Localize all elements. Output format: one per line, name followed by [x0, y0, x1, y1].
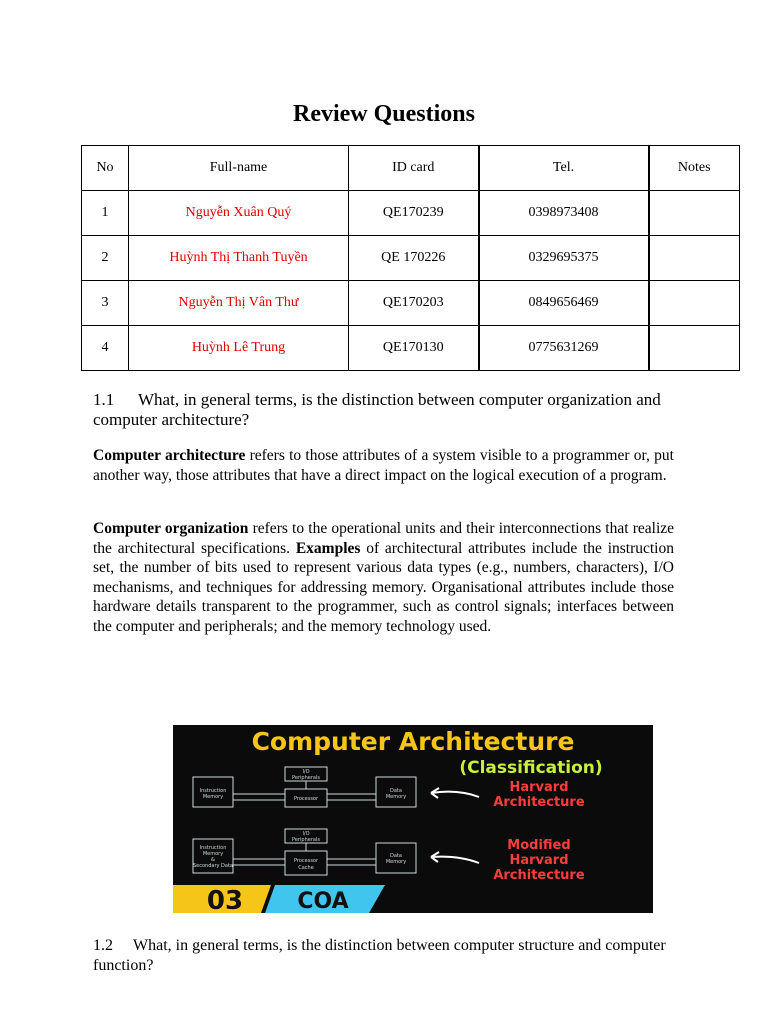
instruction-label: Instruction	[199, 845, 227, 851]
table-row	[82, 191, 740, 236]
answer-architecture	[93, 446, 674, 485]
label-modified-harvard: Harvard	[509, 853, 569, 868]
answer-architecture-text: refers to those attributes of a system visible to a programmer or, put another way, those attributes that have a direct impact on the logical execution of a program.	[93, 447, 674, 484]
row-notes	[649, 281, 740, 326]
question-1-1	[93, 390, 683, 430]
io-label: I/O	[302, 769, 310, 775]
answer-organization-text-1: refers to the operational units and their interconnections that realize the architectural specifications.	[93, 520, 675, 557]
io-label: I/O	[302, 831, 310, 837]
header-notes: Notes	[649, 146, 740, 191]
header-tel: Tel.	[479, 146, 649, 191]
instruction-label: Instruction	[199, 788, 227, 794]
row-no: 1	[82, 191, 129, 236]
members-table	[81, 145, 740, 371]
data-memory-label: Memory	[385, 859, 407, 865]
banner-graphic	[173, 725, 653, 913]
term-architecture: Computer architecture	[93, 447, 246, 464]
header-no: No	[82, 146, 129, 191]
table-header-row	[82, 146, 740, 191]
row-notes	[649, 326, 740, 371]
banner-tag: COA	[297, 889, 349, 913]
data-label: Data	[390, 788, 402, 794]
header-id-card: ID card	[349, 146, 479, 191]
banner-number: 03	[206, 886, 244, 913]
term-examples: Examples	[295, 539, 361, 557]
row-tel: 0329695375	[479, 236, 649, 281]
table-row	[82, 281, 740, 326]
row-full-name: Huỳnh Thị Thanh Tuyền	[129, 236, 349, 281]
table-row	[82, 236, 740, 281]
data-label: Data	[390, 853, 402, 859]
row-tel: 0775631269	[479, 326, 649, 371]
row-full-name: Huỳnh Lê Trung	[129, 326, 349, 371]
row-full-name: Nguyễn Thị Vân Thư	[129, 281, 349, 326]
row-no: 4	[82, 326, 129, 371]
processor-label: Processor	[293, 796, 319, 802]
page-title: Review Questions	[293, 101, 475, 127]
peripherals-label: Peripherals	[292, 775, 320, 781]
answer-organization-text-2: of architectural attributes include the instruction set, the number of bits used to represent various data types (e.g., numbers, characters), I/O mechanisms, and techniques for addressing memory. Organisational attributes include those hardware details transparent to the programmer, such as control signals; interfaces between the computer and peripherals; and the memory technology used.	[93, 539, 674, 635]
data-memory-label: Memory	[385, 794, 407, 800]
question-text: What, in general terms, is the distinction between computer structure and computer function?	[93, 937, 666, 974]
processor-label: Processor	[293, 858, 319, 864]
row-no: 2	[82, 236, 129, 281]
row-tel: 0849656469	[479, 281, 649, 326]
memory-label: Memory	[202, 851, 224, 857]
row-notes	[649, 236, 740, 281]
row-no: 3	[82, 281, 129, 326]
banner-title: Computer Architecture	[251, 727, 575, 756]
question-1-2	[93, 936, 683, 976]
row-id-card: QE170239	[349, 191, 479, 236]
peripherals-label: Peripherals	[292, 837, 320, 843]
row-id-card: QE 170226	[349, 236, 479, 281]
label-harvard-architecture: Architecture	[493, 795, 585, 810]
ampersand-label: &	[211, 857, 215, 863]
question-text: What, in general terms, is the distinction between computer organization and computer architecture?	[93, 390, 661, 429]
label-modified: Modified	[507, 838, 571, 853]
memory-label: Memory	[202, 794, 224, 800]
cache-label: Cache	[298, 865, 314, 871]
header-full-name: Full-name	[129, 146, 349, 191]
question-number: 1.1	[93, 390, 115, 409]
row-notes	[649, 191, 740, 236]
label-harvard: Harvard	[509, 780, 569, 795]
row-id-card: QE170203	[349, 281, 479, 326]
table-row	[82, 326, 740, 371]
computer-architecture-banner-image	[173, 725, 653, 913]
label-modified-architecture: Architecture	[493, 868, 585, 883]
row-id-card: QE170130	[349, 326, 479, 371]
term-organization: Computer organization	[93, 520, 249, 537]
secondary-data-label: Secondary Data	[192, 863, 234, 869]
row-tel: 0398973408	[479, 191, 649, 236]
question-number: 1.2	[93, 937, 113, 954]
row-full-name: Nguyễn Xuân Quý	[129, 191, 349, 236]
answer-organization	[93, 519, 674, 637]
banner-subtitle: (Classification)	[459, 758, 603, 778]
